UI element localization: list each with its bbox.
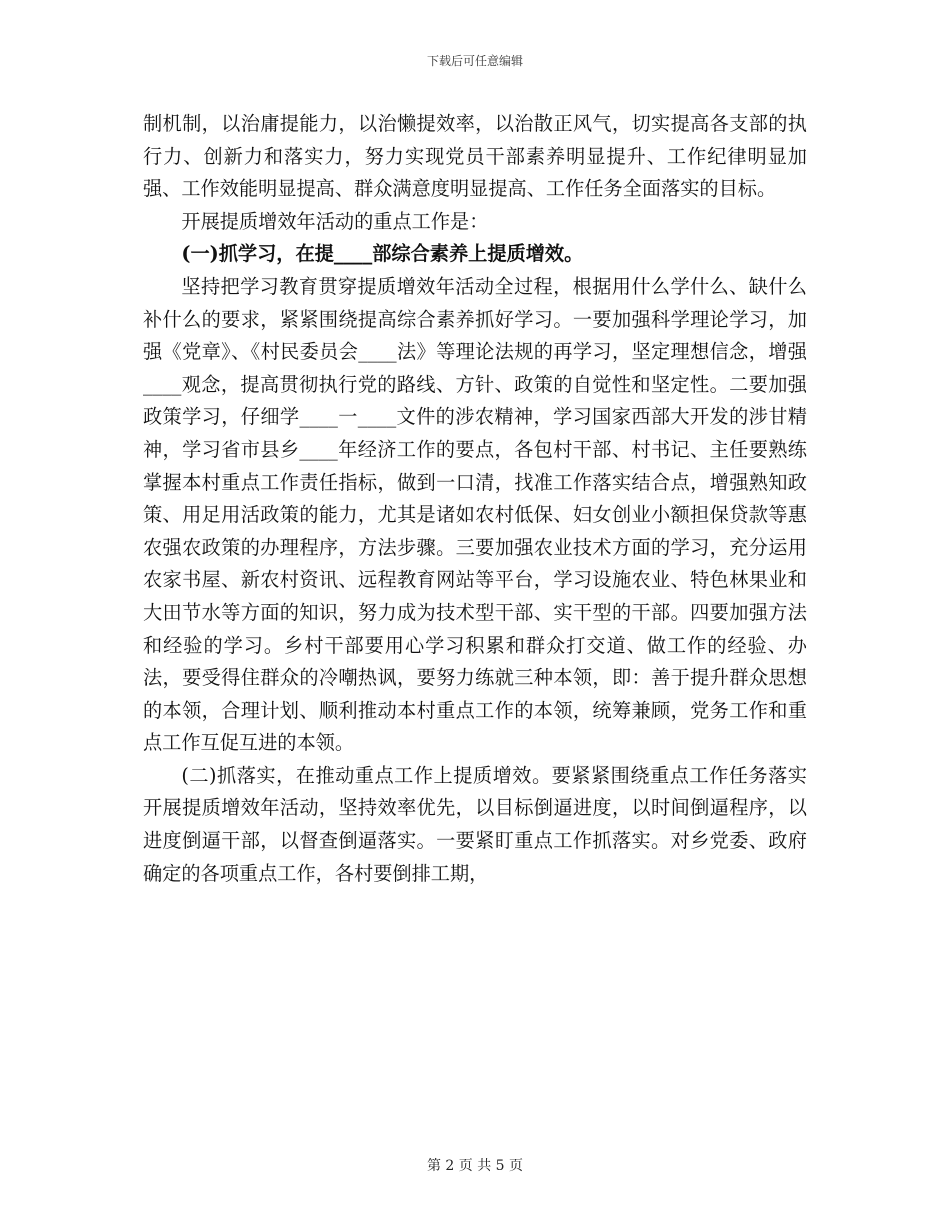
paragraph-4: (二)抓落实，在推动重点工作上提质增效。要紧紧围绕重点工作任务落实开展提质增效年活动，坚持效率优先，以目标倒逼进度，以时间倒逼程序，以进度倒逼干部，以督查倒逼落实。一要紧盯重点工作抓落实。对乡党委、政府确定的各项重点工作，各村要倒排工期，: [143, 763, 807, 885]
paragraph-1: 制机制，以治庸提能力，以治懒提效率，以治散正风气，切实提高各支部的执行力、创新力和落实力，努力实现党员干部素养明显提升、工作纪律明显加强、工作效能明显提高、群众满意度明显提高、工作任务全面落实的目标。: [143, 112, 807, 201]
document-body: [143, 108, 807, 890]
paragraph-3: 坚持把学习教育贯穿提质增效年活动全过程，根据用什么学什么、缺什么补什么的要求，紧紧围绕提高综合素养抓好学习。一要加强科学理论学习，加强《党章》、《村民委员会____法》等理论法规的再学习，坚定理想信念，增强____观念，提高贯彻执行党的路线、方针、政策的自觉性和坚定性。二要加强政策学习，仔细学____一____文件的涉农精神，学习国家西部大开发的涉甘精神，学习省市县乡____年经济工作的要点，各包村干部、村书记、主任要熟练掌握本村重点工作责任指标，做到一口清，找准工作落实结合点，增强熟知政策、用足用活政策的能力，尤其是诸如农村低保、妇女创业小额担保贷款等惠农强农政策的办理程序，方法步骤。三要加强农业技术方面的学习，充分运用农家书屋、新农村资讯、远程教育网站等平台，学习设施农业、特色林果业和大田节水等方面的知识，努力成为技术型干部、实干型的干部。四要加强方法和经验的学习。乡村干部要用心学习积累和群众打交道、做工作的经验、办法，要受得住群众的冷嘲热讽，要努力练就三种本领，即：善于提升群众思想的本领，合理计划、顺利推动本村重点工作的本领，统筹兼顾，党务工作和重点工作互促互进的本领。: [143, 274, 807, 755]
page-number: 第 2 页 共 5 页: [426, 1158, 524, 1174]
page-header: 下载后可任意编辑: [426, 54, 523, 68]
section-heading-1: (一)抓学习，在提____部综合素养上提质增效。: [181, 242, 584, 266]
paragraph-2: 开展提质增效年活动的重点工作是：: [181, 209, 489, 233]
